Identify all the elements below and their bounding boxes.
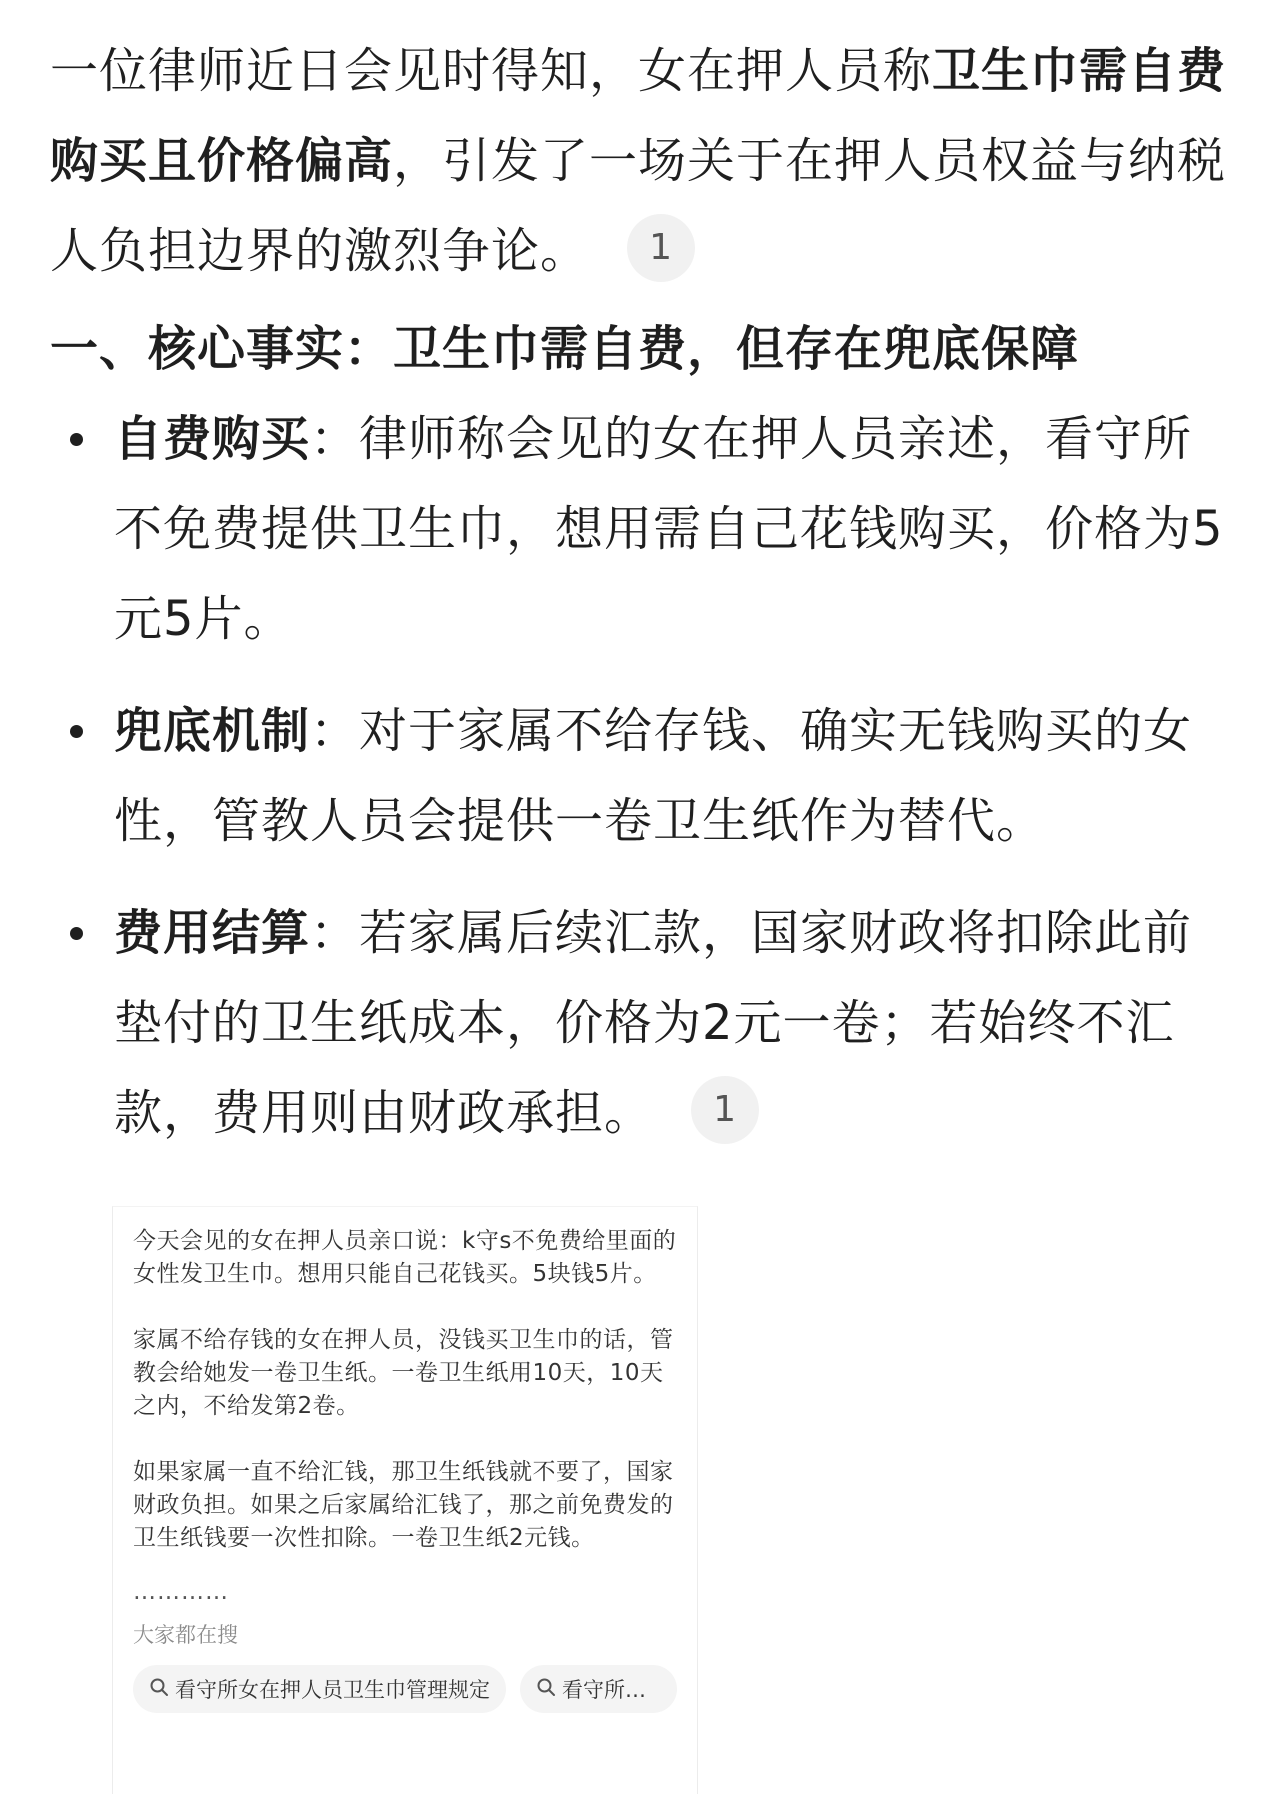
- embed-paragraph: 家属不给存钱的女在押人员，没钱买卫生巾的话，管教会给她发一卷卫生纸。一卷卫生纸用10天，10天之内，不给发第2卷。: [133, 1327, 674, 1419]
- list-item: [50, 686, 1230, 866]
- bullet-label: 费用结算: [114, 905, 311, 961]
- intro-paragraph: [50, 26, 1230, 296]
- bullet-text: 若家属后续汇款，国家财政将扣除此前垫付的卫生纸成本，价格为2元一卷；若始终不汇款，费用则由财政承担。: [114, 905, 1193, 1141]
- embed-paragraph: 今天会见的女在押人员亲口说：k守s不免费给里面的女性发卫生巾。想用只能自己花钱买。5块钱5片。: [133, 1228, 677, 1287]
- intro-bold-text: 卫生巾需自费购买且价格偏高: [50, 43, 1227, 189]
- fact-list: [50, 394, 1230, 1158]
- citation-badge[interactable]: 1: [691, 1076, 759, 1144]
- chip-label: 看守所…: [562, 1678, 646, 1702]
- embed-paragraph: 如果家属一直不给汇钱，那卫生纸钱就不要了，国家财政负担。如果之后家属给汇钱了，那之前免费发的卫生纸钱要一次性扣除。一卷卫生纸2元钱。: [133, 1459, 674, 1551]
- chip-label: 看守所女在押人员卫生巾管理规定: [175, 1678, 490, 1702]
- related-search-chips: [133, 1665, 677, 1713]
- bullet-dot: [70, 433, 83, 446]
- related-search-chip[interactable]: [133, 1665, 506, 1713]
- search-icon: [536, 1677, 562, 1702]
- bullet-dot: [70, 725, 83, 738]
- intro-text-1: 一位律师近日会见时得知，女在押人员称: [50, 43, 933, 99]
- intro-text-2: ，引发了一场关于在押人员权益与纳税人负担边界的激烈争论。: [50, 133, 1227, 279]
- bullet-separator: ：: [310, 703, 360, 759]
- embed-ellipsis: …………: [133, 1579, 229, 1605]
- embedded-screenshot[interactable]: [112, 1206, 698, 1794]
- bullet-dot: [70, 927, 83, 940]
- bullet-separator: ：: [310, 905, 360, 961]
- list-item: [50, 888, 1230, 1158]
- related-search-chip[interactable]: [520, 1665, 677, 1713]
- related-search-title: 大家都在搜: [133, 1623, 238, 1647]
- citation-badge[interactable]: 1: [627, 214, 695, 282]
- section-heading: 一、核心事实：卫生巾需自费，但存在兜底保障: [50, 321, 1080, 377]
- article-body: [50, 26, 1230, 1158]
- bullet-text: 对于家属不给存钱、确实无钱购买的女性，管教人员会提供一卷卫生纸作为替代。: [114, 703, 1193, 849]
- bullet-text: 律师称会见的女在押人员亲述，看守所不免费提供卫生巾，想用需自己花钱购买，价格为5元5片。: [114, 411, 1224, 647]
- bullet-separator: ：: [310, 411, 360, 467]
- bullet-label: 兜底机制: [114, 703, 311, 759]
- bullet-label: 自费购买: [114, 411, 311, 467]
- list-item: [50, 394, 1230, 664]
- search-icon: [149, 1677, 175, 1702]
